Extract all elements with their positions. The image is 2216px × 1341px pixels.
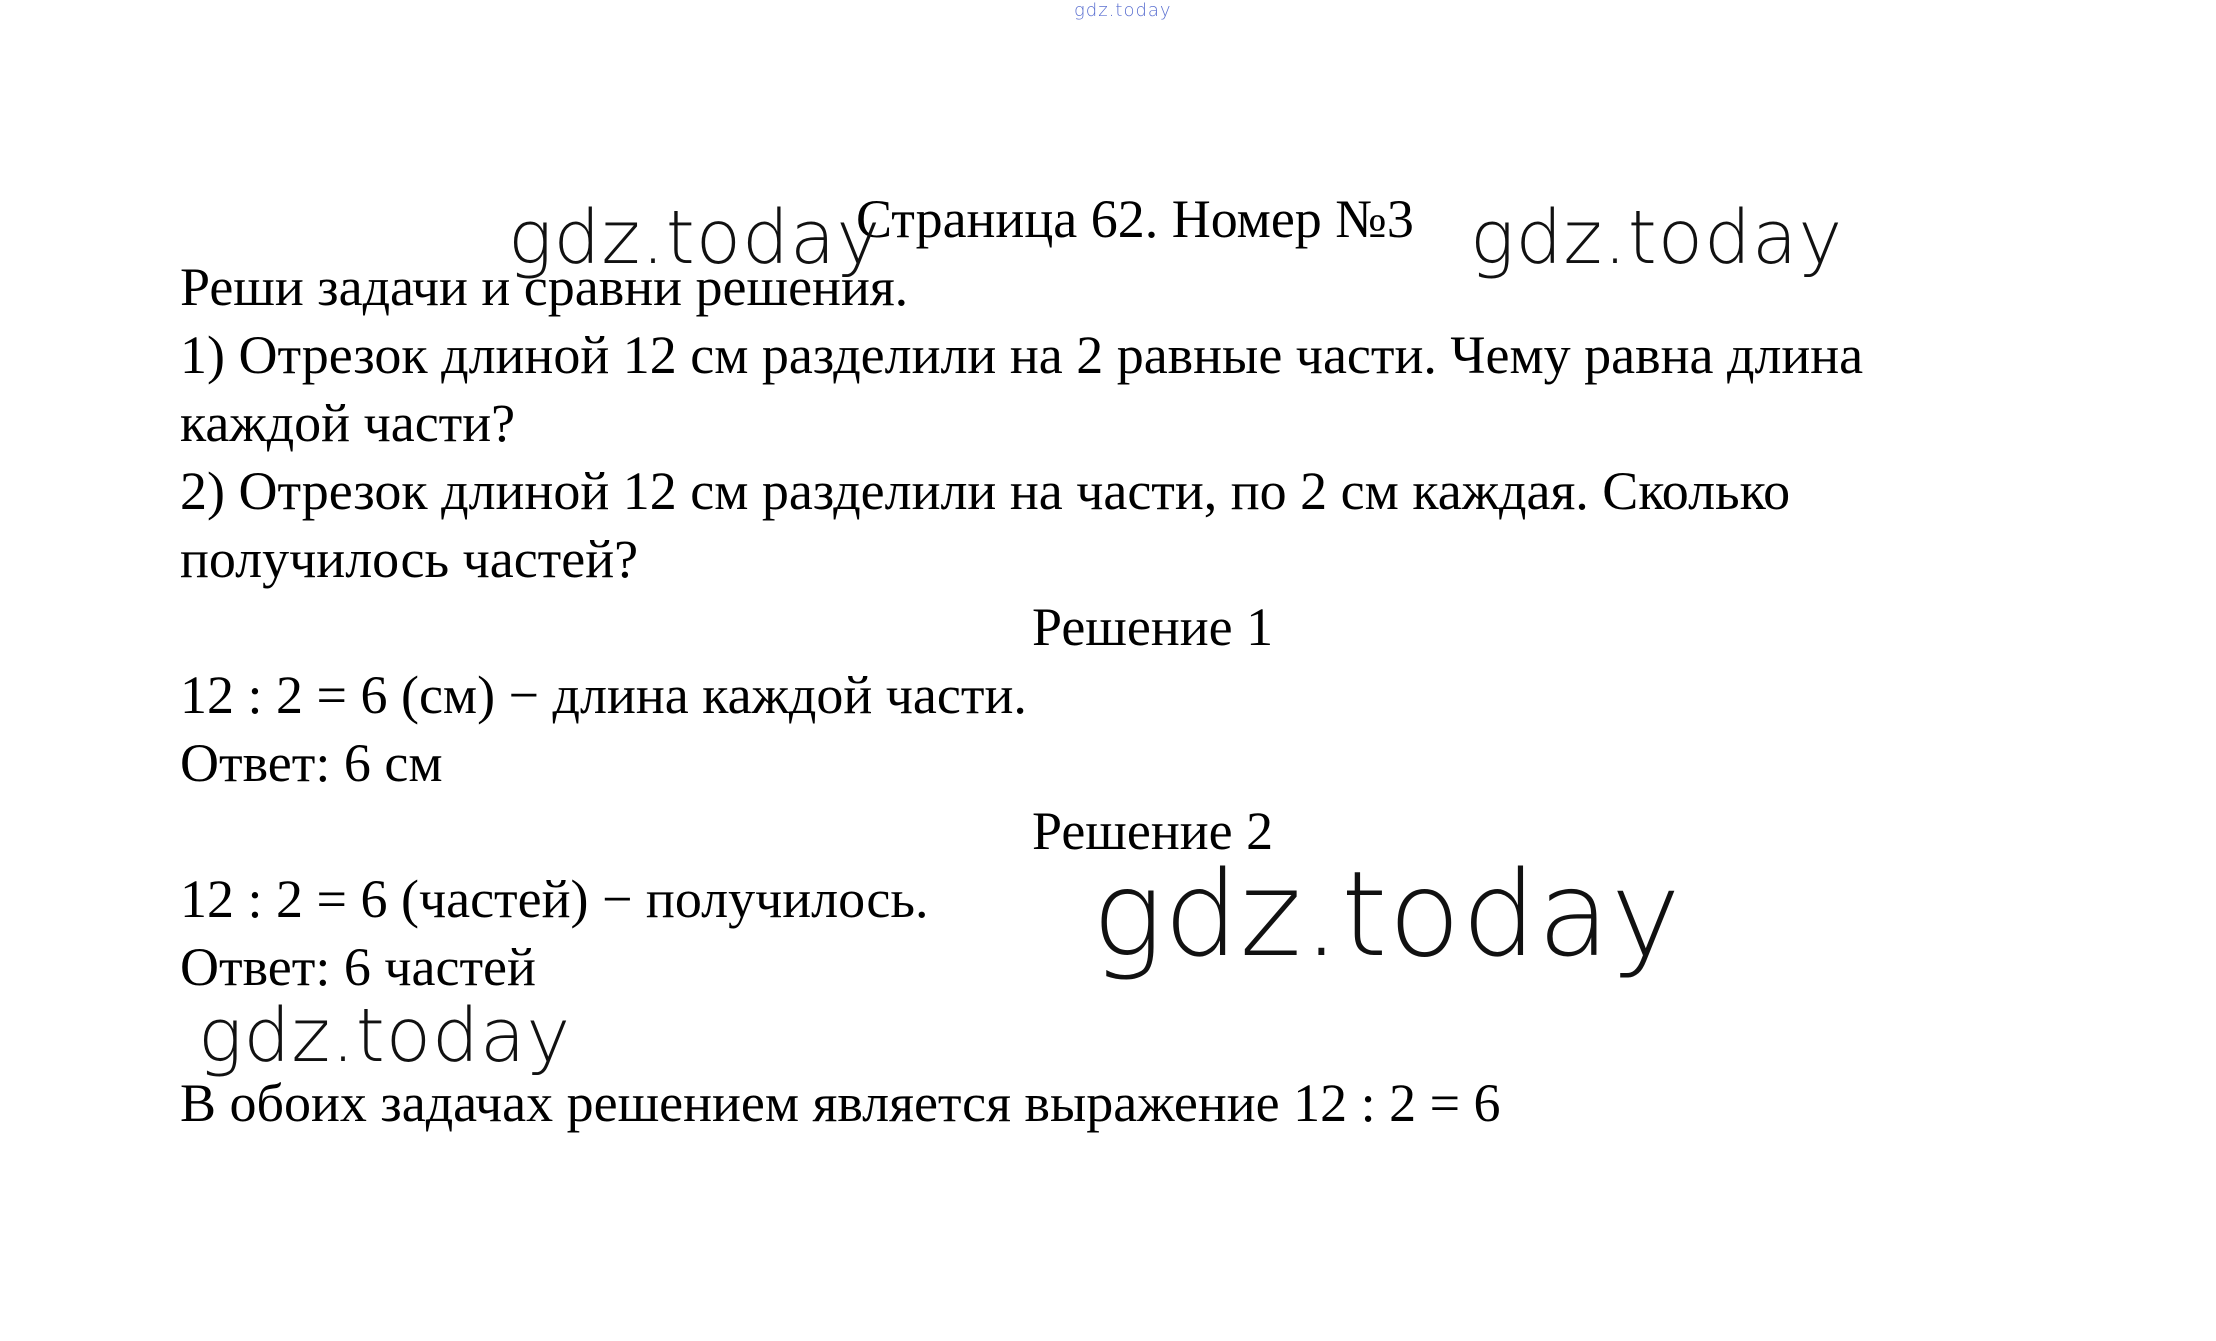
page-title: Страница 62. Номер №3 — [856, 189, 1414, 249]
task1-line2: каждой части? — [180, 393, 516, 453]
solution2-expression: 12 : 2 = 6 (частей) − получилось. — [180, 869, 929, 929]
watermark-bottom-left: gdz.today — [198, 993, 572, 1079]
solution1-answer: Ответ: 6 см — [180, 733, 443, 793]
task1-line1: 1) Отрезок длиной 12 см разделили на 2 равные части. Чему равна длина — [180, 325, 1864, 385]
watermark-middle: gdz.today — [1092, 845, 1682, 983]
task2-line2: получилось частей? — [180, 529, 639, 589]
watermark-top: gdz.today — [1074, 0, 1172, 21]
solution1-heading: Решение 1 — [1032, 597, 1274, 657]
watermark-header-right: gdz.today — [1470, 195, 1844, 281]
conclusion: В обоих задачах решением является выражение 12 : 2 = 6 — [180, 1073, 1501, 1133]
task-intro: Реши задачи и сравни решения. — [180, 257, 909, 317]
task2-line1: 2) Отрезок длиной 12 см разделили на части, по 2 см каждая. Сколько — [180, 461, 1791, 521]
solution2-heading: Решение 2 — [1032, 801, 1274, 861]
solution2-answer: Ответ: 6 частей — [180, 937, 536, 997]
watermark-header-left: gdz.today — [508, 195, 882, 281]
solution1-expression: 12 : 2 = 6 (см) − длина каждой части. — [180, 665, 1027, 725]
